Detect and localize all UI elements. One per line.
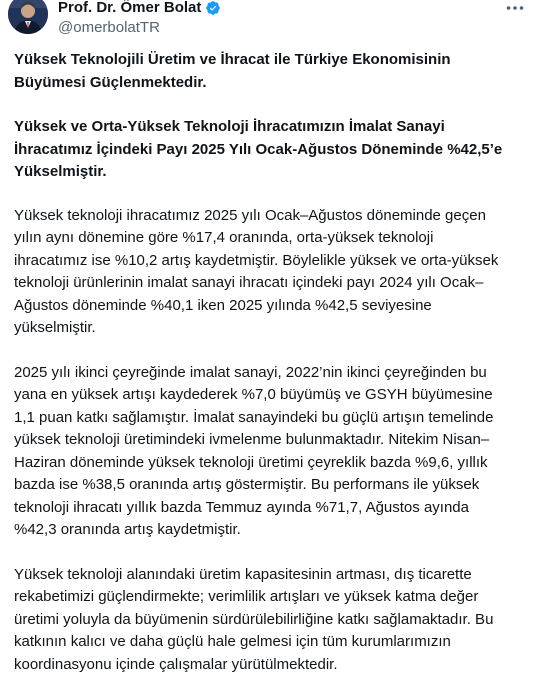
post-subheadline-line: Yükselmiştir. xyxy=(14,161,529,184)
paragraph-2-line: bazda ise %38,5 oranında artış göstermiştir. Bu performans ile yüksek xyxy=(14,474,529,497)
paragraph-1-line: yılın aynı dönemine göre %17,4 oranında, orta-yüksek teknoloji xyxy=(14,227,529,250)
post-text xyxy=(14,49,529,676)
author-display-name[interactable]: Prof. Dr. Ömer Bolat xyxy=(58,0,201,18)
paragraph-3-line: katkının kalıcı ve daha güçlü hale gelmesi için tüm kurumlarımızın xyxy=(14,631,529,654)
paragraph-2-line: yüksek teknoloji üretimindeki ivmelenme bulunmaktadır. Nitekim Nisan– xyxy=(14,429,529,452)
paragraph-2-line: 1,1 puan katkı sağlamıştır. İmalat sanayindeki bu güçlü artışın temelinde xyxy=(14,407,529,430)
paragraph-spacer xyxy=(14,184,529,205)
paragraph-spacer xyxy=(14,542,529,564)
post-header xyxy=(0,0,539,44)
paragraph-2-line: yana en yüksek artışı kaydederek %7,0 büyümüş ve GSYH büyümesine xyxy=(14,384,529,407)
post-subheadline-line: Yüksek ve Orta-Yüksek Teknoloji İhracatımızın İmalat Sanayi xyxy=(14,116,529,139)
post-headline-line: Büyümesi Güçlenmektedir. xyxy=(14,72,529,95)
paragraph-3-line: Yüksek teknoloji alanındaki üretim kapasitesinin artması, dış ticarette xyxy=(14,564,529,587)
author-handle[interactable]: @omerbolatTR xyxy=(58,18,160,38)
paragraph-spacer xyxy=(14,94,529,116)
paragraph-1-line: teknoloji ürünlerinin imalat sanayi ihracatı içindeki payı 2024 yılı Ocak– xyxy=(14,272,529,295)
paragraph-2-line: Haziran döneminde yüksek teknoloji üretimi çeyreklik bazda %9,6, yıllık xyxy=(14,452,529,475)
paragraph-2-line: 2025 yılı ikinci çeyreğinde imalat sanayi, 2022’nin ikinci çeyreğinden bu xyxy=(14,362,529,385)
verified-badge-icon xyxy=(205,0,221,16)
post-headline-line: Yüksek Teknolojili Üretim ve İhracat ile Türkiye Ekonomisinin xyxy=(14,49,529,72)
author-name-row[interactable] xyxy=(58,0,221,18)
paragraph-1-line: Yüksek teknoloji ihracatımız 2025 yılı Ocak–Ağustos döneminde geçen xyxy=(14,205,529,228)
more-options-icon xyxy=(506,5,524,11)
paragraph-1-line: ihracatımız ise %10,2 artış kaydetmiştir. Böylelikle yüksek ve orta-yüksek xyxy=(14,250,529,273)
more-options-button[interactable] xyxy=(505,0,525,16)
paragraph-3-line: üretimi yoluyla da büyümenin sürdürülebilirliğine katkı sağlamaktadır. Bu xyxy=(14,609,529,632)
paragraph-2-line: %42,3 oranında artış kaydetmiştir. xyxy=(14,519,529,542)
post-subheadline-line: İhracatımız İçindeki Payı 2025 Yılı Ocak-Ağustos Döneminde %42,5’e xyxy=(14,139,529,162)
paragraph-2-line: teknoloji ihracatı yıllık bazda Temmuz ayında %71,7, Ağustos ayında xyxy=(14,497,529,520)
paragraph-spacer xyxy=(14,340,529,362)
paragraph-3-line: koordinasyonu içinde çalışmalar yürütülmektedir. xyxy=(14,654,529,676)
paragraph-3-line: rekabetimizi güçlendirmekte; verimlilik artışları ve yüksek katma değer xyxy=(14,586,529,609)
paragraph-1-line: Ağustos döneminde %40,1 iken 2025 yılında %42,5 seviyesine xyxy=(14,295,529,318)
avatar[interactable] xyxy=(8,0,48,34)
paragraph-1-line: yükselmiştir. xyxy=(14,317,529,340)
